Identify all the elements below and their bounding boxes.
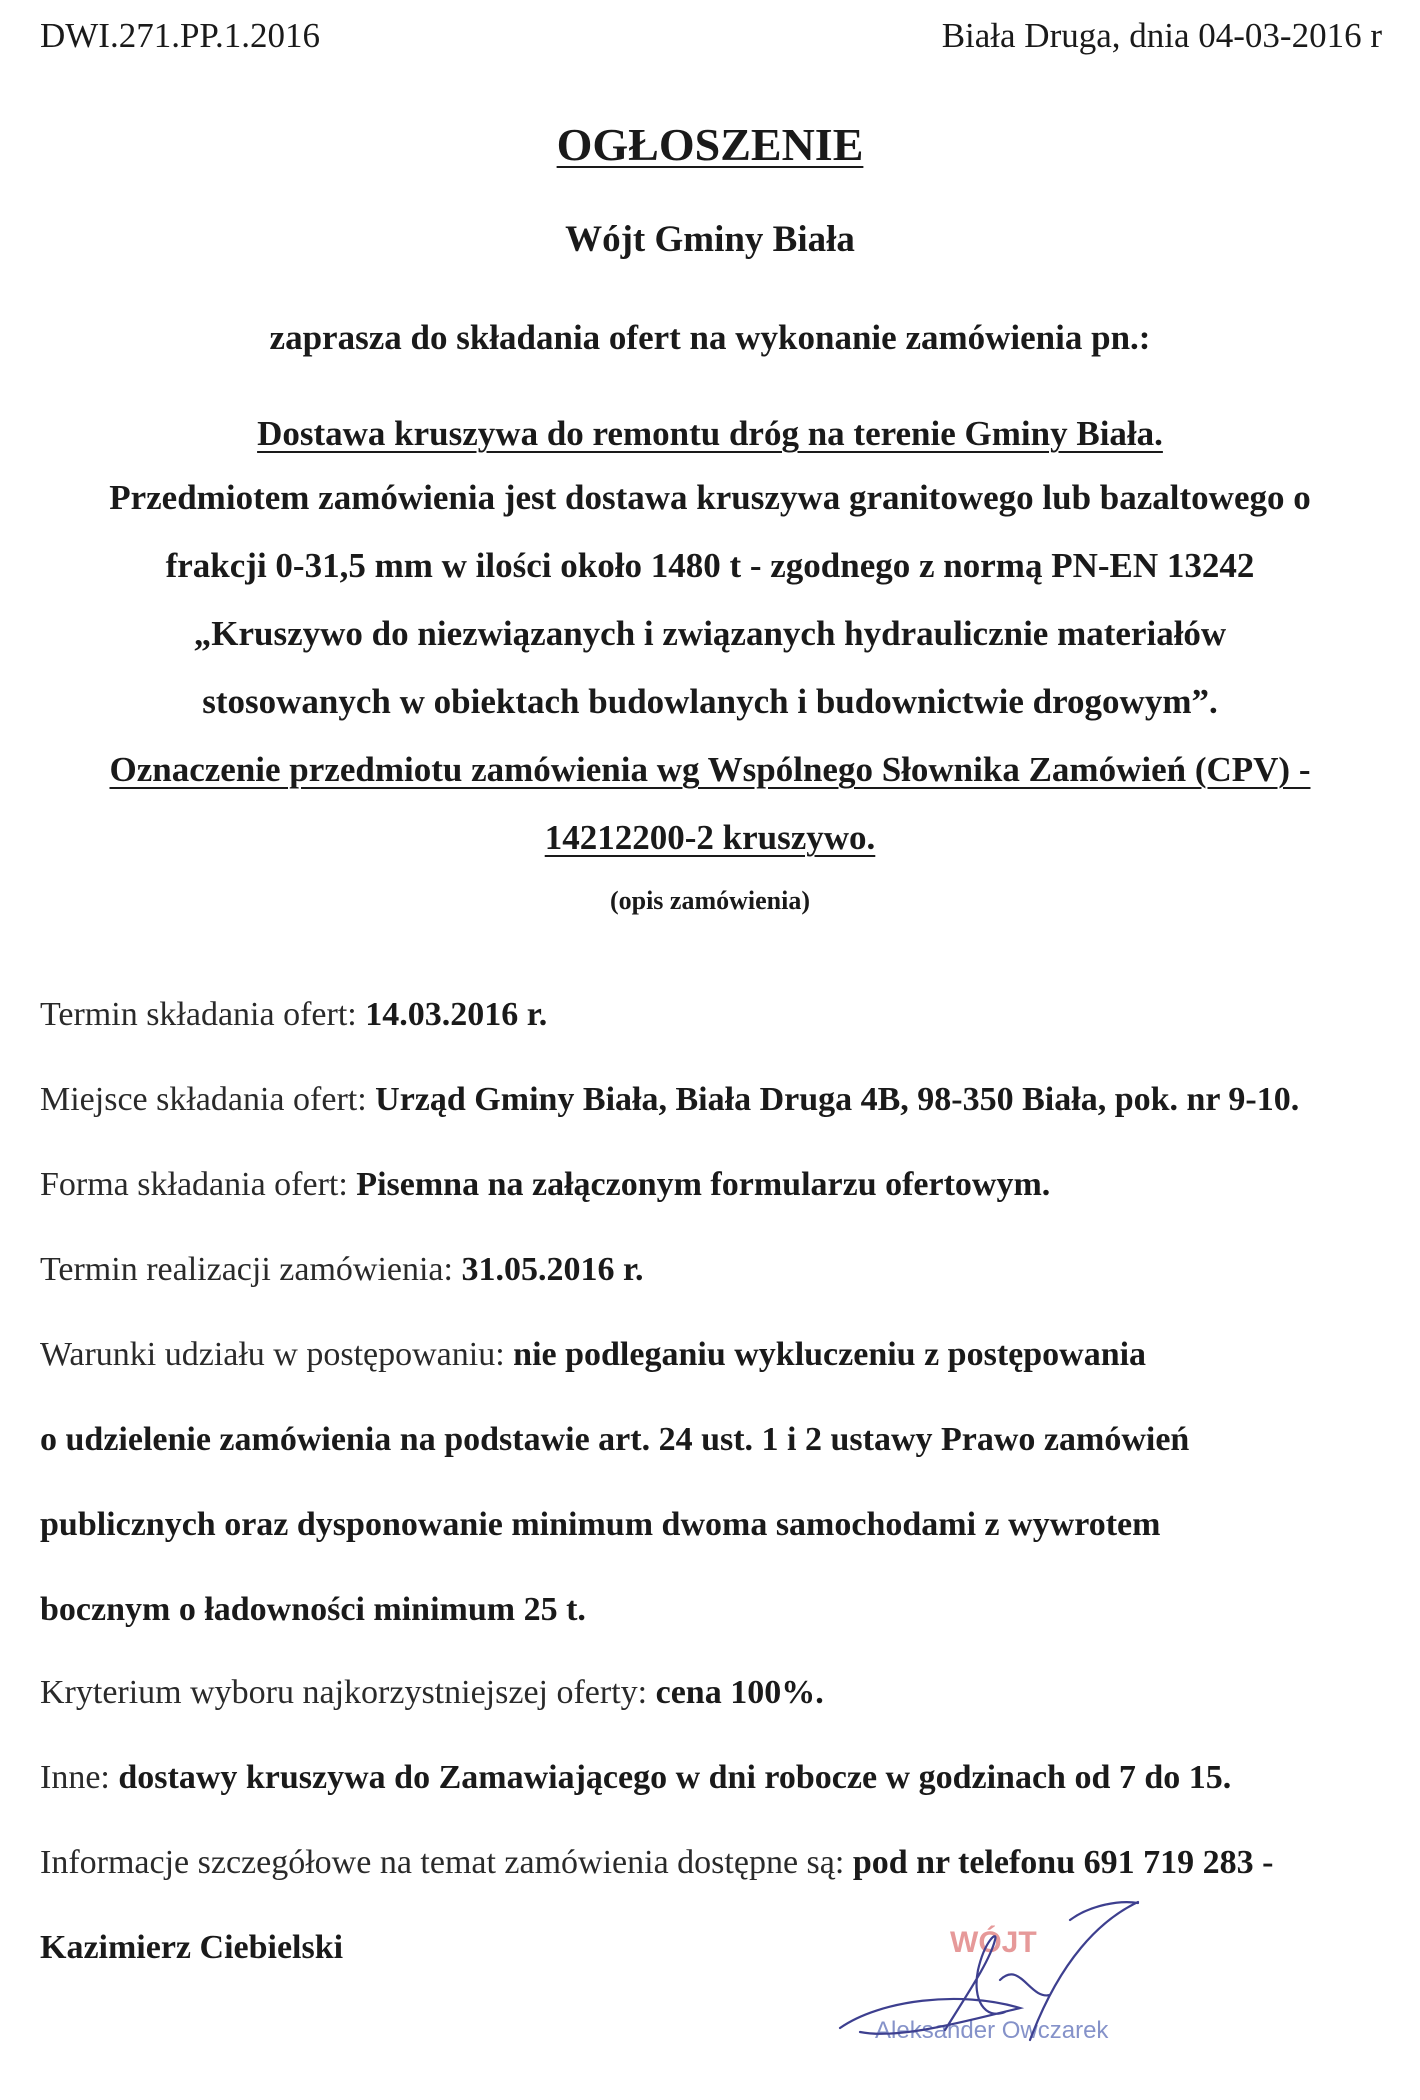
contact-name: Kazimierz Ciebielski <box>40 1929 344 1966</box>
description-line: frakcji 0-31,5 mm w ilości około 1480 t - zgodnego z normą PN-EN 13242 <box>165 546 1255 585</box>
reference-number: DWI.271.PP.1.2016 <box>40 16 321 55</box>
field-label: Kryterium wyboru najkorzystniejszej oferty: <box>40 1674 656 1711</box>
cpv-line: Oznaczenie przedmiotu zamówienia wg Wspólnego Słownika Zamówień (CPV) - <box>109 750 1311 789</box>
field-label: Termin realizacji zamówienia: <box>40 1251 462 1288</box>
field-label: Forma składania ofert: <box>40 1166 357 1203</box>
field-value: Urząd Gminy Biała, Biała Druga 4B, 98-350 Biała, pok. nr 9-10. <box>375 1081 1300 1118</box>
field-value: cena 100%. <box>655 1674 824 1711</box>
field-label: Informacje szczegółowe na temat zamówienia dostępne są: <box>40 1844 853 1881</box>
description-line: stosowanych w obiektach budowlanych i budownictwie drogowym”. <box>202 682 1218 721</box>
field-label: Termin składania ofert: <box>40 996 366 1033</box>
conditions-continued: publicznych oraz dysponowanie minimum dwoma samochodami z wywrotem <box>40 1506 1161 1543</box>
field-selection-criterion <box>40 1674 824 1712</box>
field-contact-info <box>40 1844 1273 1882</box>
invitation-text: zaprasza do składania ofert na wykonanie zamówienia pn.: <box>269 318 1151 357</box>
field-value: 14.03.2016 r. <box>365 996 548 1033</box>
field-value: nie podleganiu wykluczeniu z postępowania <box>513 1336 1147 1373</box>
field-offer-place <box>40 1081 1299 1119</box>
field-value: 31.05.2016 r. <box>461 1251 644 1288</box>
field-completion-date <box>40 1251 643 1289</box>
description-line: „Kruszywo do niezwiązanych i związanych hydraulicznie materiałów <box>193 614 1227 653</box>
issuer: Wójt Gminy Biała <box>565 219 855 260</box>
place-and-date: Biała Druga, dnia 04-03-2016 r <box>941 16 1382 55</box>
announcement-title: OGŁOSZENIE <box>556 119 864 170</box>
field-value: Pisemna na załączonym formularzu ofertowym. <box>356 1166 1051 1203</box>
stamp-title: WÓJT <box>950 1926 1037 1959</box>
field-label: Miejsce składania ofert: <box>40 1081 376 1118</box>
official-stamp-signature <box>820 1900 1150 2050</box>
description-line: Przedmiotem zamówienia jest dostawa kruszywa granitowego lub bazaltowego o <box>109 478 1311 517</box>
field-participation-conditions <box>40 1336 1146 1374</box>
field-offer-form <box>40 1166 1050 1204</box>
conditions-continued: o udzielenie zamówienia na podstawie art. 24 ust. 1 i 2 ustawy Prawo zamówień <box>40 1421 1190 1458</box>
conditions-continued: bocznym o ładowności minimum 25 t. <box>40 1591 586 1628</box>
field-offer-deadline <box>40 996 547 1034</box>
field-label: Inne: <box>40 1759 119 1796</box>
description-note: (opis zamówienia) <box>609 886 811 915</box>
stamp-name: Aleksander Owczarek <box>875 2017 1109 2044</box>
field-label: Warunki udziału w postępowaniu: <box>40 1336 514 1373</box>
field-value: dostawy kruszywa do Zamawiającego w dni robocze w godzinach od 7 do 15. <box>118 1759 1232 1796</box>
order-subject: Dostawa kruszywa do remontu dróg na terenie Gminy Biała. <box>257 414 1163 453</box>
cpv-code: 14212200-2 kruszywo. <box>544 818 876 857</box>
field-value: pod nr telefonu 691 719 283 - <box>852 1844 1274 1881</box>
field-other <box>40 1759 1231 1797</box>
